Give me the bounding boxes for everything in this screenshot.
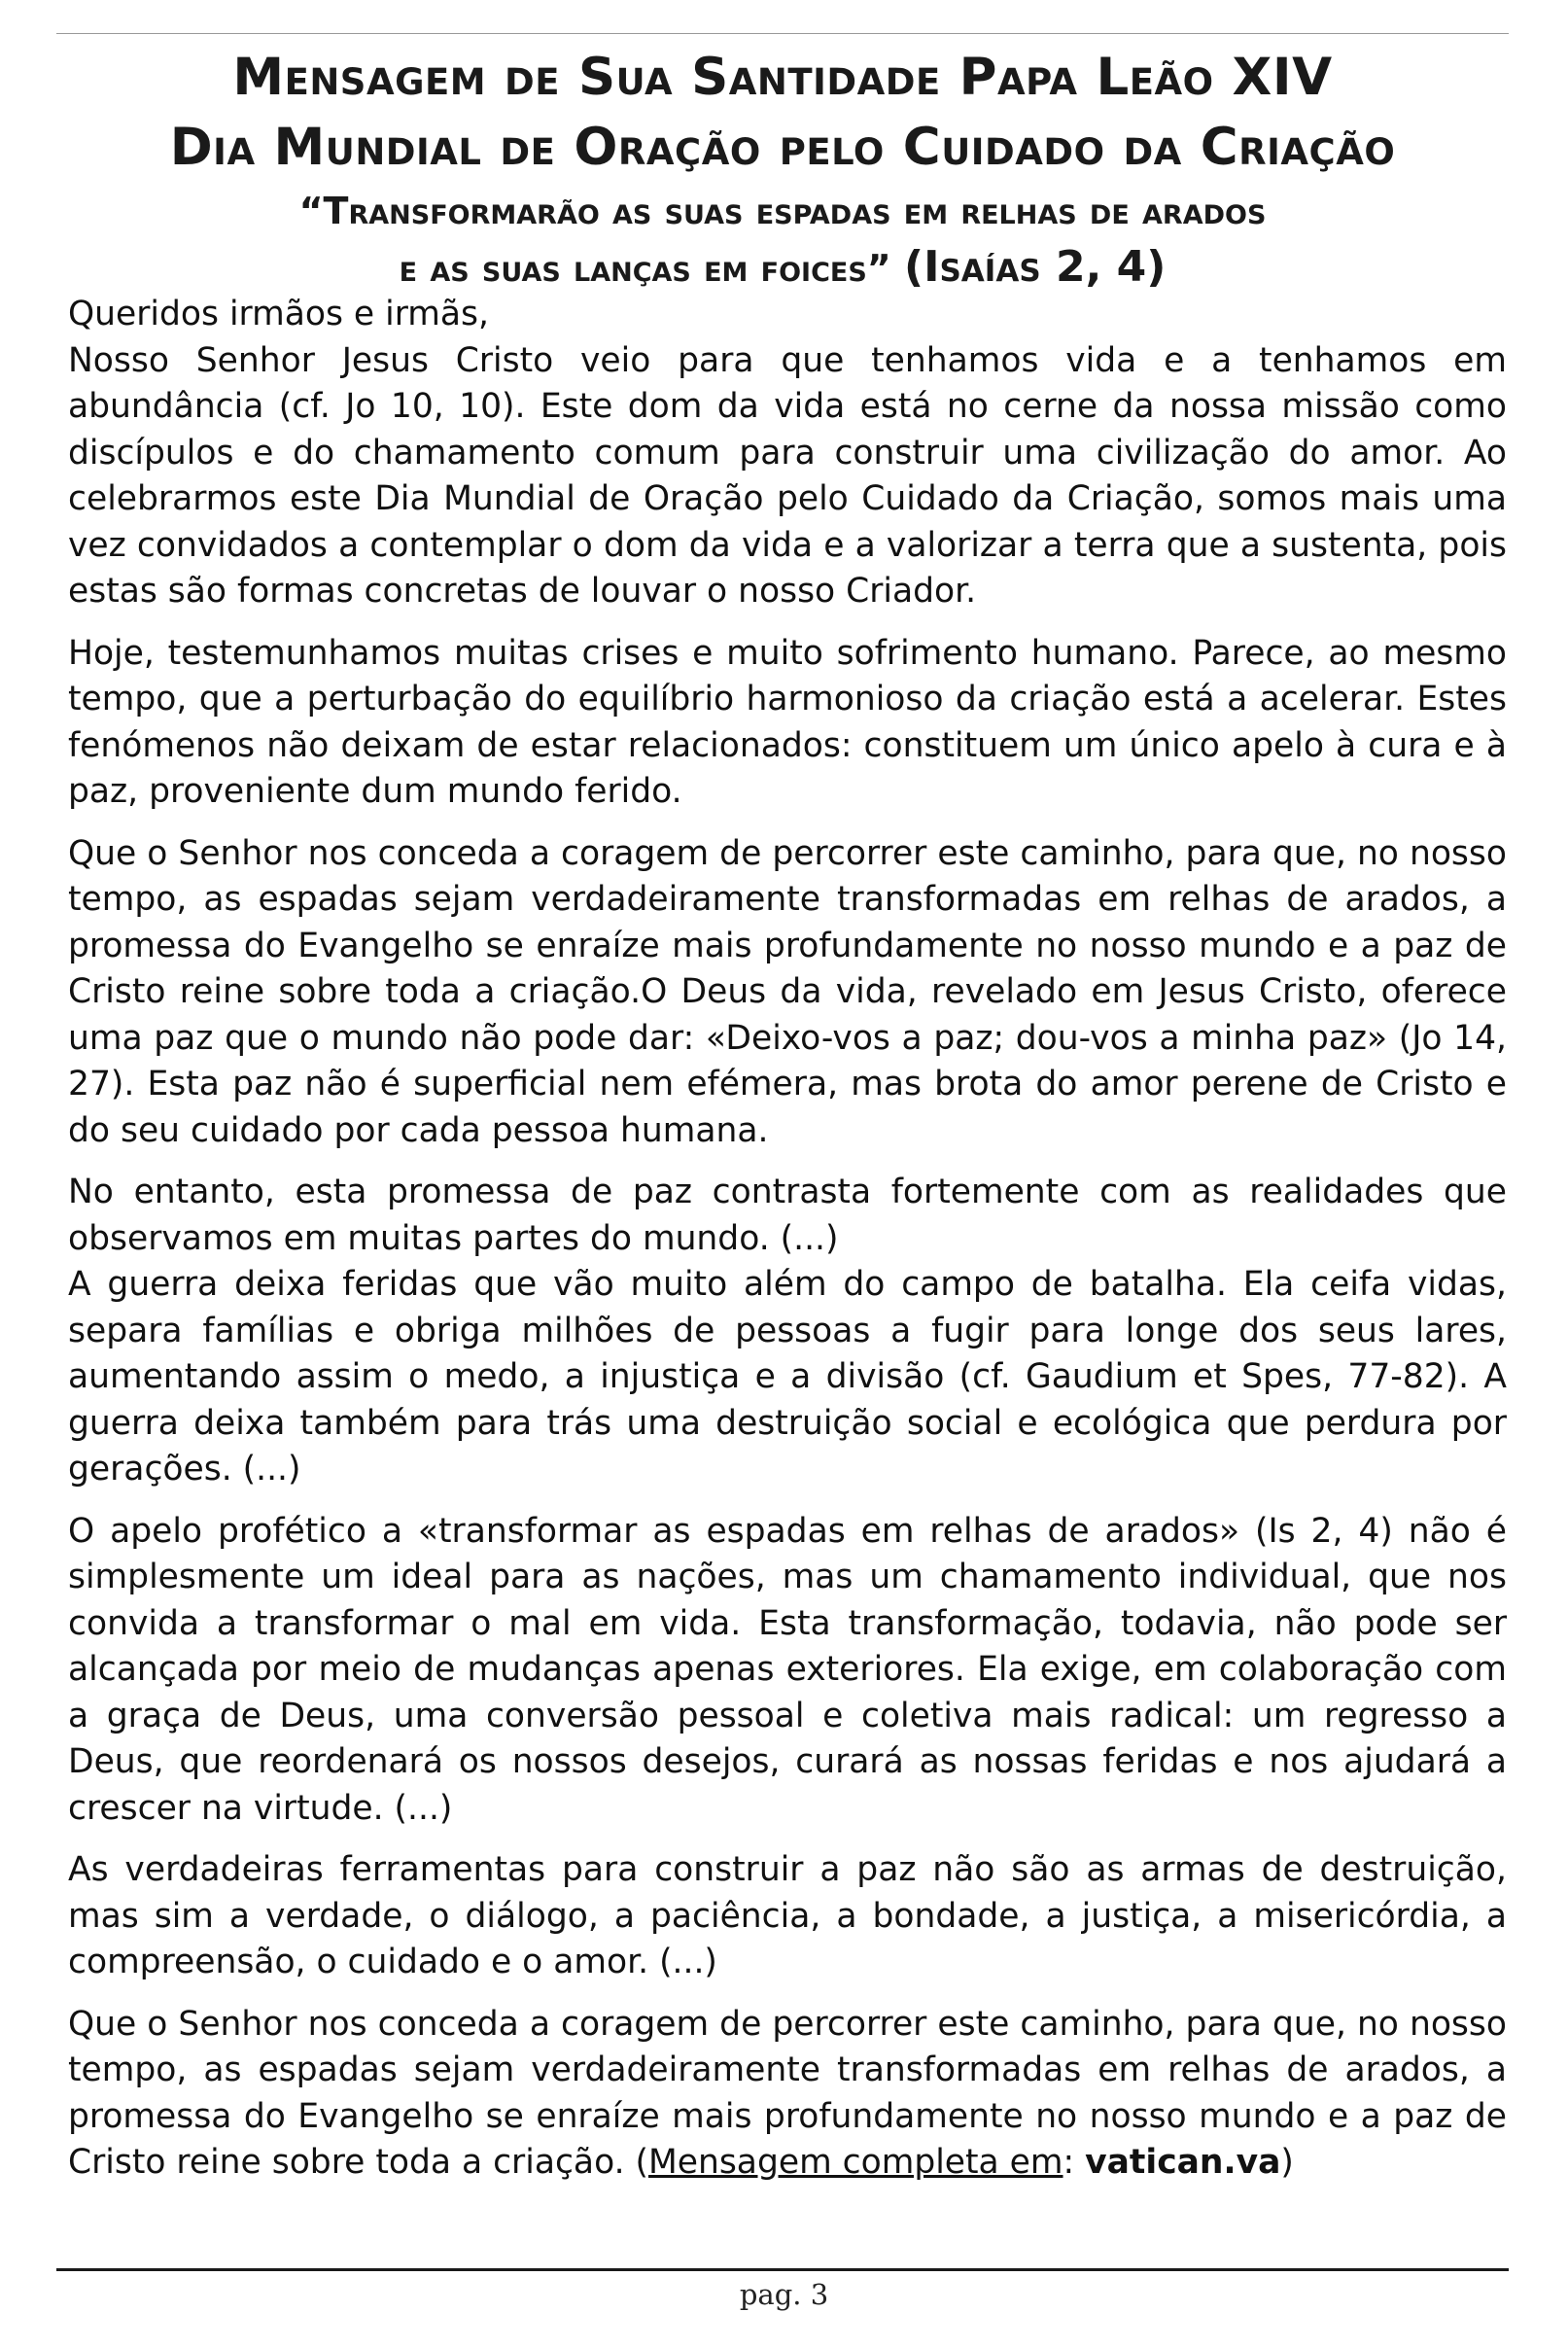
paragraph-6: O apelo profético a «transformar as espadas em relhas de arados» (Is 2, 4) não é simplesmente um ideal para as nações, mas um chamamento individual, que nos convida a transformar o mal em vida. Esta transformação, todavia, não pode ser alcançada por meio de mudanças apenas exteriores. Ela exige, em colaboração com a graça de Deus, uma conversão pessoal e coletiva mais radical: um regresso a Deus, que reordenará os nossos desejos, curará as nossas feridas e nos ajudará a crescer na virtude. (...): [68, 1511, 1507, 1828]
source-close: ): [1280, 2143, 1294, 2182]
paragraph-5: A guerra deixa feridas que vão muito além do campo de batalha. Ela ceifa vidas, separa famílias e obriga milhões de pessoas a fugir para longe dos seus lares, aumentando assim o medo, a injustiça e a divisão (cf. Gaudium et Spes, 77-82). A guerra deixa também para trás uma destruição social e ecológica que perdura por gerações. (...): [68, 1265, 1507, 1489]
title-line-1: Mensagem de Sua Santidade Papa Leão XIV: [232, 48, 1333, 107]
title-line-2: Dia Mundial de Oração pelo Cuidado da Criação: [169, 118, 1396, 177]
document-header: [56, 43, 1509, 297]
paragraph-3: Que o Senhor nos conceda a coragem de percorrer este caminho, para que, no nosso tempo, as espadas sejam verdadeiramente transformadas em relhas de arados, a promessa do Evangelho se enraíze mais profundamente no nosso mundo e a paz de Cristo reine sobre toda a criação.O Deus da vida, revelado em Jesus Cristo, oferece uma paz que o mundo não pode dar: «Deixo-vos a paz; dou-vos a minha paz» (Jo 14, 27). Esta paz não é superficial nem efémera, mas brota do amor perene de Cristo e do seu cuidado por cada pessoa humana.: [68, 833, 1507, 1150]
scripture-reference: (Isaías 2, 4): [904, 242, 1167, 292]
paragraph-8-text: Que o Senhor nos conceda a coragem de percorrer este caminho, para que, no nosso tempo, as espadas sejam verdadeiramente transformadas em relhas de arados, a promessa do Evangelho se enraíze mais profundamente no nosso mundo e a paz de Cristo reine sobre toda a criação. (: [68, 2004, 1507, 2182]
top-divider: [56, 33, 1509, 34]
paragraph-2: Hoje, testemunhamos muitas crises e muito sofrimento humano. Parece, ao mesmo tempo, que a perturbação do equilíbrio harmonioso da criação está a acelerar. Estes fenómenos não deixam de estar relacionados: constituem um único apelo à cura e à paz, proveniente dum mundo ferido.: [68, 633, 1507, 811]
subtitle-quote-line-1: “Transformarão as suas espadas em relhas de arados: [298, 190, 1267, 232]
subtitle-quote-line-2: [56, 239, 1509, 297]
page-number: pag. 3: [739, 2278, 829, 2311]
paragraph-7: As verdadeiras ferramentas para construir a paz não são as armas de destruição, mas sim a verdade, o diálogo, a paciência, a bondade, a justiça, a misericórdia, a compreensão, o cuidado e o amor. (...): [68, 1850, 1507, 1981]
paragraph-4: No entanto, esta promessa de paz contrasta fortemente com as realidades que observamos em muitas partes do mundo. (...): [68, 1173, 1507, 1258]
message-body: [68, 292, 1507, 2187]
subtitle-quote-text: e as suas lanças em foices”: [399, 247, 891, 290]
salutation: Queridos irmãos e irmãs,: [68, 295, 489, 333]
paragraph-1: Nosso Senhor Jesus Cristo veio para que tenhamos vida e a tenhamos em abundância (cf. Jo 10, 10). Este dom da vida está no cerne da nossa missão como discípulos e do chamamento comum para construir uma civilização do amor. Ao celebrarmos este Dia Mundial de Oração pelo Cuidado da Criação, somos mais uma vez convidados a contemplar o dom da vida e a valorizar a terra que a sustenta, pois estas são formas concretas de louvar o nosso Criador.: [68, 340, 1507, 611]
bottom-divider: [56, 2268, 1509, 2271]
source-site: vatican.va: [1085, 2143, 1281, 2182]
source-colon: :: [1063, 2143, 1086, 2182]
paragraph-8: [68, 2002, 1507, 2187]
source-link[interactable]: Mensagem completa em: [647, 2143, 1063, 2182]
